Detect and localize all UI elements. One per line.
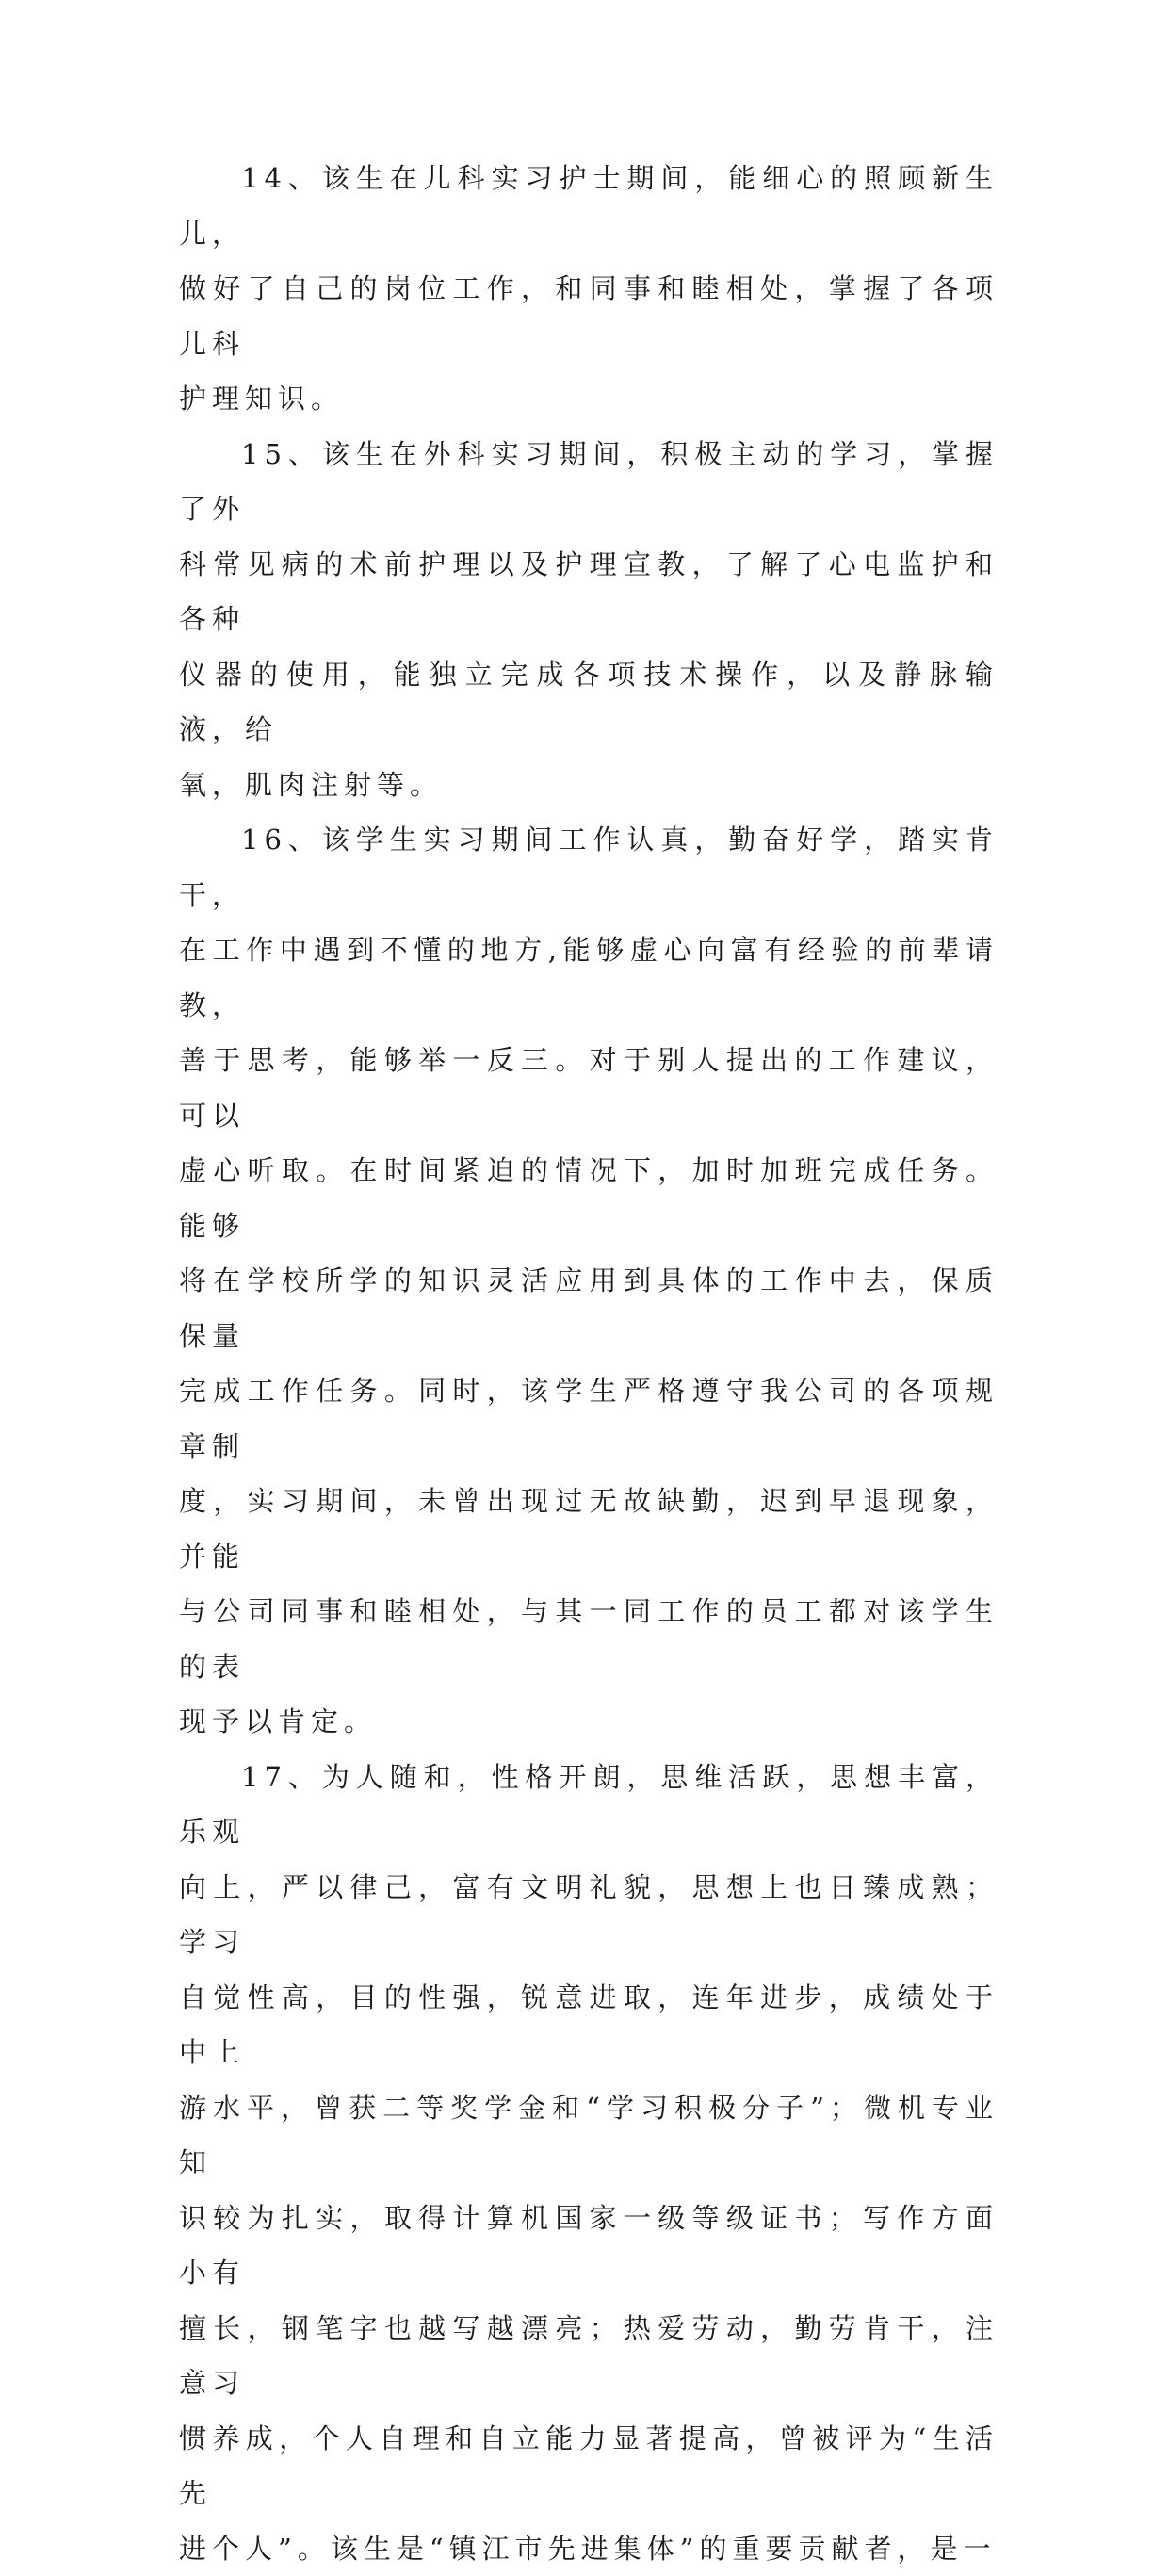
paragraph-14: 14、该生在儿科实习护士期间，能细心的照顾新生儿， 做好了自己的岗位工作，和同事和睦相处，掌握了各项儿科 护理知识。 [179, 151, 999, 427]
document-body [179, 151, 999, 2576]
paragraph-15: 15、该生在外科实习期间，积极主动的学习，掌握了外 科常见病的术前护理以及护理宣教，了解了心电监护和各种 仪器的使用，能独立完成各项技术操作，以及静脉输液，给 氧，肌肉注射等。 [179, 427, 999, 813]
paragraph-17: 17、为人随和，性格开朗，思维活跃，思想丰富，乐观 向上，严以律己，富有文明礼貌，思想上也日臻成熟；学习 自觉性高，目的性强，锐意进取，连年进步，成绩处于中上 游水平，曾获二等奖学金和“学习积极分子”；微机专业知 识较为扎实，取得计算机国家一级等级证书；写作方面小有 擅长，钢笔字也越写越漂亮；热爱劳动，勤劳肯干，注意习 惯养成，个人自理和自立能力显著提高，曾被评为“生活先 进个人”。该生是“镇江市先进集体”的重要贡献者，是一 [179, 1750, 999, 2576]
paragraph-16: 16、该学生实习期间工作认真，勤奋好学，踏实肯干， 在工作中遇到不懂的地方,能够虚心向富有经验的前辈请教， 善于思考，能够举一反三。对于别人提出的工作建议，可以 虚心听取。在时间紧迫的情况下，加时加班完成任务。能够 将在学校所学的知识灵活应用到具体的工作中去，保质保量 完成工作任务。同时，该学生严格遵守我公司的各项规章制 度，实习期间，未曾出现过无故缺勤，迟到早退现象，并能 与公司同事和睦相处，与其一同工作的员工都对该学生的表 现予以肯定。 [179, 812, 999, 1750]
